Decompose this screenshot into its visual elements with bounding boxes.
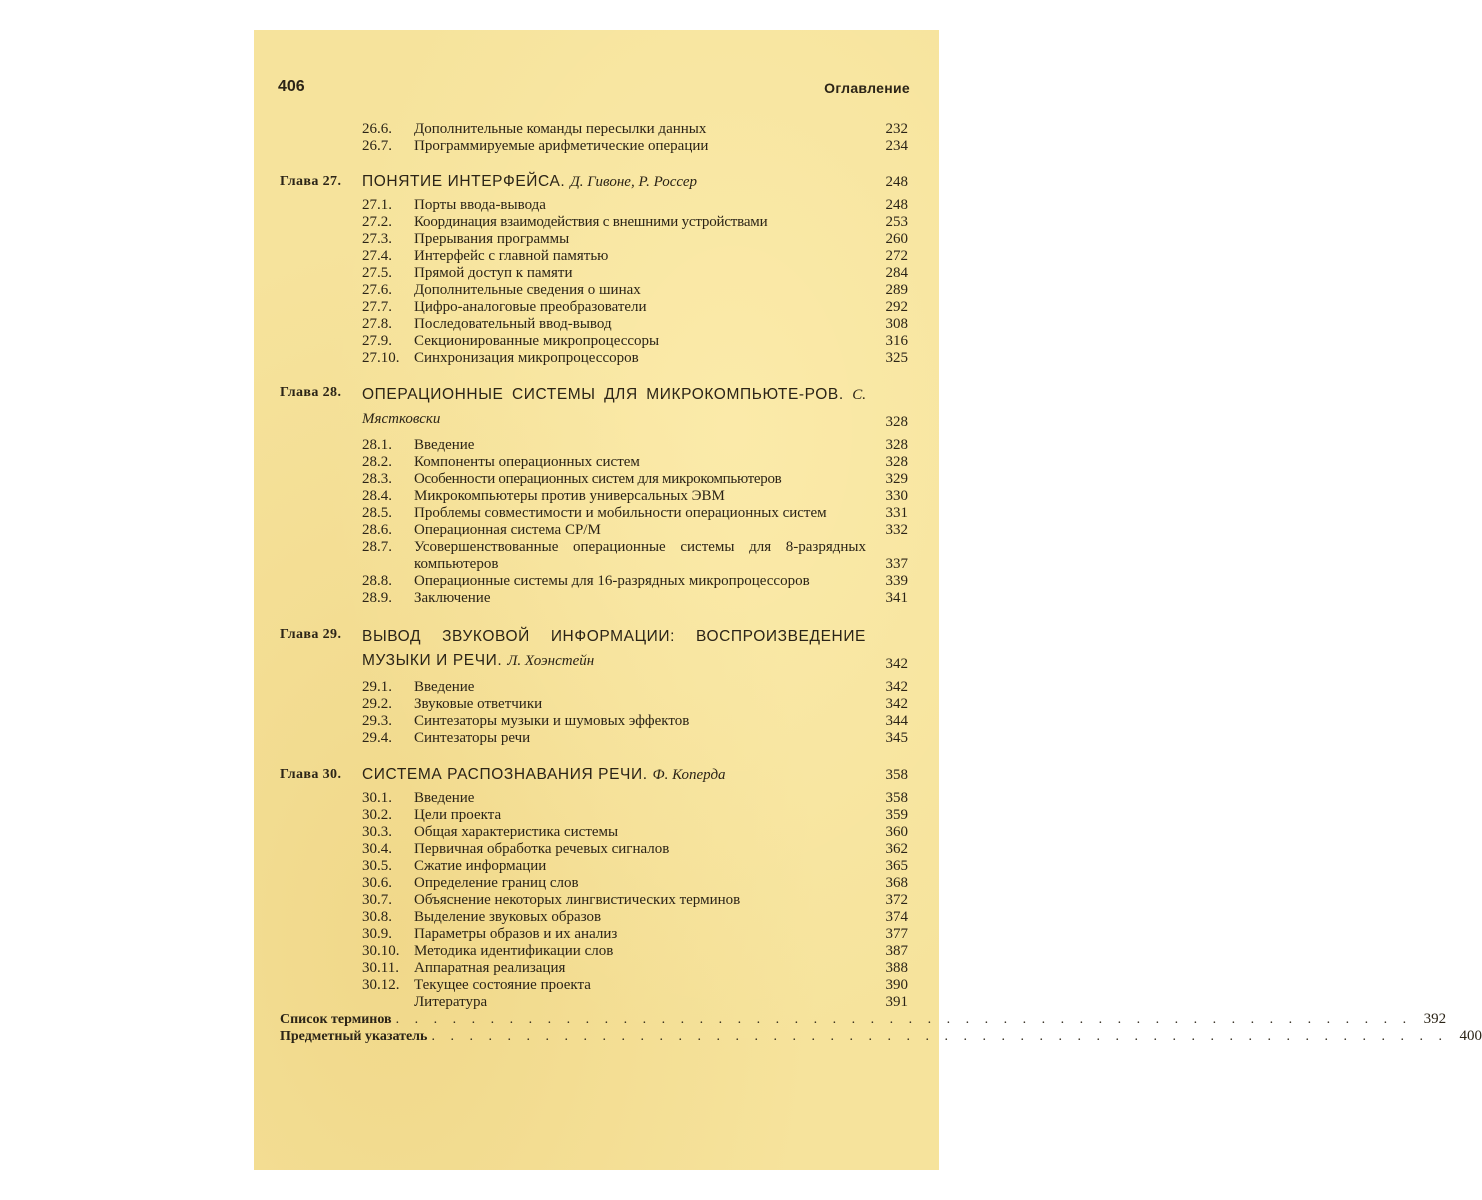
entry-page: 345 [885,730,908,746]
entry-page: 292 [885,299,908,315]
literature-page: 391 [885,994,908,1010]
entry-title: Дополнительные команды пересылки данных [414,121,707,137]
chapter-author: Л. Хоэнстейн [507,653,595,669]
entry-title: Аппаратная реализация [414,960,566,976]
entry-number: 27.2. [362,214,392,230]
chapter-title [362,766,874,784]
toc-entry [280,696,908,713]
entry-title: Проблемы совместимости и мобильности операционных систем [414,505,827,521]
dot-leader: . . . . . . . . . . . . . . . . . . . . . . . . . . . . . . . . . . . . . . . . . . . . . . . . . . . . . . [431,1029,1448,1044]
entry-number: 30.7. [362,892,392,908]
entry-page: 377 [885,926,908,942]
entry-title: Особенности операционных систем для микрокомпьютеров [414,471,782,487]
chapter-heading-28 [280,383,908,431]
entry-page: 253 [885,214,908,230]
toc-entry [280,282,908,299]
index-title: Предметный указатель [280,1029,428,1044]
entry-page: 342 [885,679,908,695]
chapter-label: Глава 29. [280,627,342,642]
toc-entry [280,437,908,454]
entry-title: Сжатие информации [414,858,547,874]
toc-entry [280,713,908,730]
entry-page: 359 [885,807,908,823]
entry-number: 30.5. [362,858,392,874]
chapter-page: 358 [885,767,908,783]
toc-entry [280,841,908,858]
entry-title: Введение [414,790,475,806]
page-header [278,78,910,100]
toc-entry [280,730,908,747]
entry-title: Прерывания программы [414,231,570,247]
chapter-page: 248 [885,174,908,190]
entry-number: 28.5. [362,505,392,521]
entry-number: 29.1. [362,679,392,695]
toc-entry [280,679,908,696]
entry-page: 260 [885,231,908,247]
chapter-page: 328 [885,414,908,430]
entry-number: 27.7. [362,299,392,315]
chapter-heading-27 [280,172,908,191]
entry-title: Объяснение некоторых лингвистических терминов [414,892,741,908]
entry-page: 289 [885,282,908,298]
chapter-heading-30 [280,765,908,784]
toc-entry [280,121,908,138]
entry-page: 284 [885,265,908,281]
toc-entry [280,214,908,231]
toc-entry [280,960,908,977]
chapter-author: Д. Гивоне, Р. Россер [570,174,697,190]
toc-entry [280,858,908,875]
entry-number: 30.8. [362,909,392,925]
chapter-label: Глава 27. [280,174,342,189]
toc-entry [280,573,908,590]
chapter-title [362,383,874,431]
chapter-title [362,173,874,191]
toc-entry [280,892,908,909]
entry-number: 27.1. [362,197,392,213]
toc-entry [280,333,908,350]
entry-title: Общая характеристика системы [414,824,619,840]
entry-number: 27.4. [362,248,392,264]
entry-page: 365 [885,858,908,874]
entry-number: 28.1. [362,437,392,453]
toc-entry [280,454,908,471]
entry-title: Последовательный ввод-вывод [414,316,612,332]
entry-number: 29.2. [362,696,392,712]
entry-title: Интерфейс с главной памятью [414,248,609,264]
chapter-title-text: ВЫВОД ЗВУКОВОЙ ИНФОРМАЦИИ: ВОСПРОИЗВЕДЕНИЕ МУЗЫКИ И РЕЧИ. [362,628,866,669]
entry-number: 30.10. [362,943,400,959]
entry-page: 234 [885,138,908,154]
toc-entry [280,138,908,155]
toc-entry [280,316,908,333]
entry-number: 30.2. [362,807,392,823]
entry-page: 329 [885,471,908,487]
entry-title: Первичная обработка речевых сигналов [414,841,670,857]
running-title: Оглавление [824,80,910,96]
literature-title: Литература [414,994,488,1010]
chapter-page: 342 [885,656,908,672]
entry-page: 362 [885,841,908,857]
entry-number: 27.5. [362,265,392,281]
entry-page: 387 [885,943,908,959]
entry-page: 331 [885,505,908,521]
entry-title: Синхронизация микропроцессоров [414,350,639,366]
entry-page: 358 [885,790,908,806]
page-number: 406 [278,78,305,95]
toc-entry-literature [280,994,908,1011]
entry-title: Прямой доступ к памяти [414,265,573,281]
entry-title: Операционная система СР/М [414,522,601,538]
toc-entry [280,539,908,573]
entry-title: Текущее состояние проекта [414,977,591,993]
chapter-title-text: ОПЕРАЦИОННЫЕ СИСТЕМЫ ДЛЯ МИКРОКОМПЬЮТЕ-РОВ. [362,386,844,403]
entry-number: 26.6. [362,121,392,137]
glossary-title: Список терминов [280,1012,392,1027]
entry-title: Координация взаимодействия с внешними устройствами [414,214,768,230]
entry-number: 28.9. [362,590,392,606]
entry-page: 232 [885,121,908,137]
entry-page: 272 [885,248,908,264]
entry-page: 360 [885,824,908,840]
entry-title: Операционные системы для 16-разрядных микропроцессоров [414,573,810,589]
toc-entry [280,488,908,505]
entry-number: 30.3. [362,824,392,840]
toc-entry [280,248,908,265]
toc-entry [280,977,908,994]
entry-number: 26.7. [362,138,392,154]
entry-title: Секционированные микропроцессоры [414,333,660,349]
chapter-title-text: ПОНЯТИЕ ИНТЕРФЕЙСА. [362,173,566,190]
chapter-author: С. Мястковски [362,387,866,427]
toc-entry [280,522,908,539]
chapter-label: Глава 30. [280,767,342,782]
entry-title: Дополнительные сведения о шинах [414,282,641,298]
entry-title: Введение [414,437,475,453]
index-page: 400 [1459,1028,1482,1044]
entry-page: 325 [885,350,908,366]
toc-entry [280,505,908,522]
chapter-label: Глава 28. [280,385,342,400]
entry-number: 28.6. [362,522,392,538]
entry-page: 316 [885,333,908,349]
entry-number: 29.3. [362,713,392,729]
entry-page: 308 [885,316,908,332]
chapter-heading-29 [280,625,908,673]
entry-title: Введение [414,679,475,695]
toc-entry-glossary [280,1011,1447,1028]
entry-title: Синтезаторы речи [414,730,531,746]
entry-number: 30.1. [362,790,392,806]
entry-title: Цифро-аналоговые преобразователи [414,299,647,315]
dot-leader: . . . . . . . . . . . . . . . . . . . . . . . . . . . . . . . . . . . . . . . . . . . . . . . . . . . . . . [395,1012,1413,1027]
toc-entry [280,299,908,316]
toc-entry [280,590,908,607]
glossary-page: 392 [1423,1011,1447,1027]
toc-entry [280,265,908,282]
entry-page: 390 [885,977,908,993]
entry-number: 27.6. [362,282,392,298]
entry-page: 374 [885,909,908,925]
entry-number: 28.2. [362,454,392,470]
toc-entry [280,824,908,841]
entry-number: 30.12. [362,977,400,993]
toc-entry [280,926,908,943]
entry-page: 328 [885,437,908,453]
toc-entry [280,471,908,488]
entry-number: 29.4. [362,730,392,746]
toc-entry [280,231,908,248]
entry-page: 341 [885,590,908,606]
entry-number: 30.4. [362,841,392,857]
entry-number: 27.10. [362,350,400,366]
chapter-title [362,625,874,673]
entry-number: 27.9. [362,333,392,349]
entry-page: 330 [885,488,908,504]
entry-number: 30.6. [362,875,392,891]
entry-title: Синтезаторы музыки и шумовых эффектов [414,713,690,729]
entry-title: Компоненты операционных систем [414,454,640,470]
entry-title: Определение границ слов [414,875,579,891]
entry-number: 27.3. [362,231,392,247]
entry-title: Методика идентификации слов [414,943,614,959]
entry-number: 28.3. [362,471,392,487]
entry-title: Порты ввода-вывода [414,197,546,213]
entry-number: 28.4. [362,488,392,504]
entry-page: 368 [885,875,908,891]
entry-page: 372 [885,892,908,908]
toc-entry [280,350,908,367]
toc-entry [280,790,908,807]
entry-title: Усовершенствованные операционные системы для 8-разрядных компьютеров [414,539,866,572]
toc-entry [280,909,908,926]
toc-entry [280,875,908,892]
entry-number: 28.8. [362,573,392,589]
entry-title: Цели проекта [414,807,502,823]
toc-entry [280,943,908,960]
toc-entry [280,197,908,214]
entry-title: Программируемые арифметические операции [414,138,709,154]
entry-number: 27.8. [362,316,392,332]
entry-page: 337 [885,556,908,572]
entry-number: 30.9. [362,926,392,942]
chapter-author: Ф. Коперда [652,767,726,783]
entry-title: Параметры образов и их анализ [414,926,618,942]
entry-page: 342 [885,696,908,712]
entry-number: 28.7. [362,539,392,555]
chapter-title-text: СИСТЕМА РАСПОЗНАВАНИЯ РЕЧИ. [362,766,648,783]
entry-page: 344 [885,713,908,729]
entry-page: 332 [885,522,908,538]
entry-page: 388 [885,960,908,976]
entry-page: 328 [885,454,908,470]
table-of-contents [280,121,1482,1045]
toc-entry-index [280,1028,1482,1045]
entry-title: Микрокомпьютеры против универсальных ЭВМ [414,488,725,504]
entry-page: 248 [885,197,908,213]
entry-title: Выделение звуковых образов [414,909,602,925]
entry-page: 339 [885,573,908,589]
entry-number: 30.11. [362,960,399,976]
entry-title: Звуковые ответчики [414,696,543,712]
toc-entry [280,807,908,824]
entry-title: Заключение [414,590,491,606]
